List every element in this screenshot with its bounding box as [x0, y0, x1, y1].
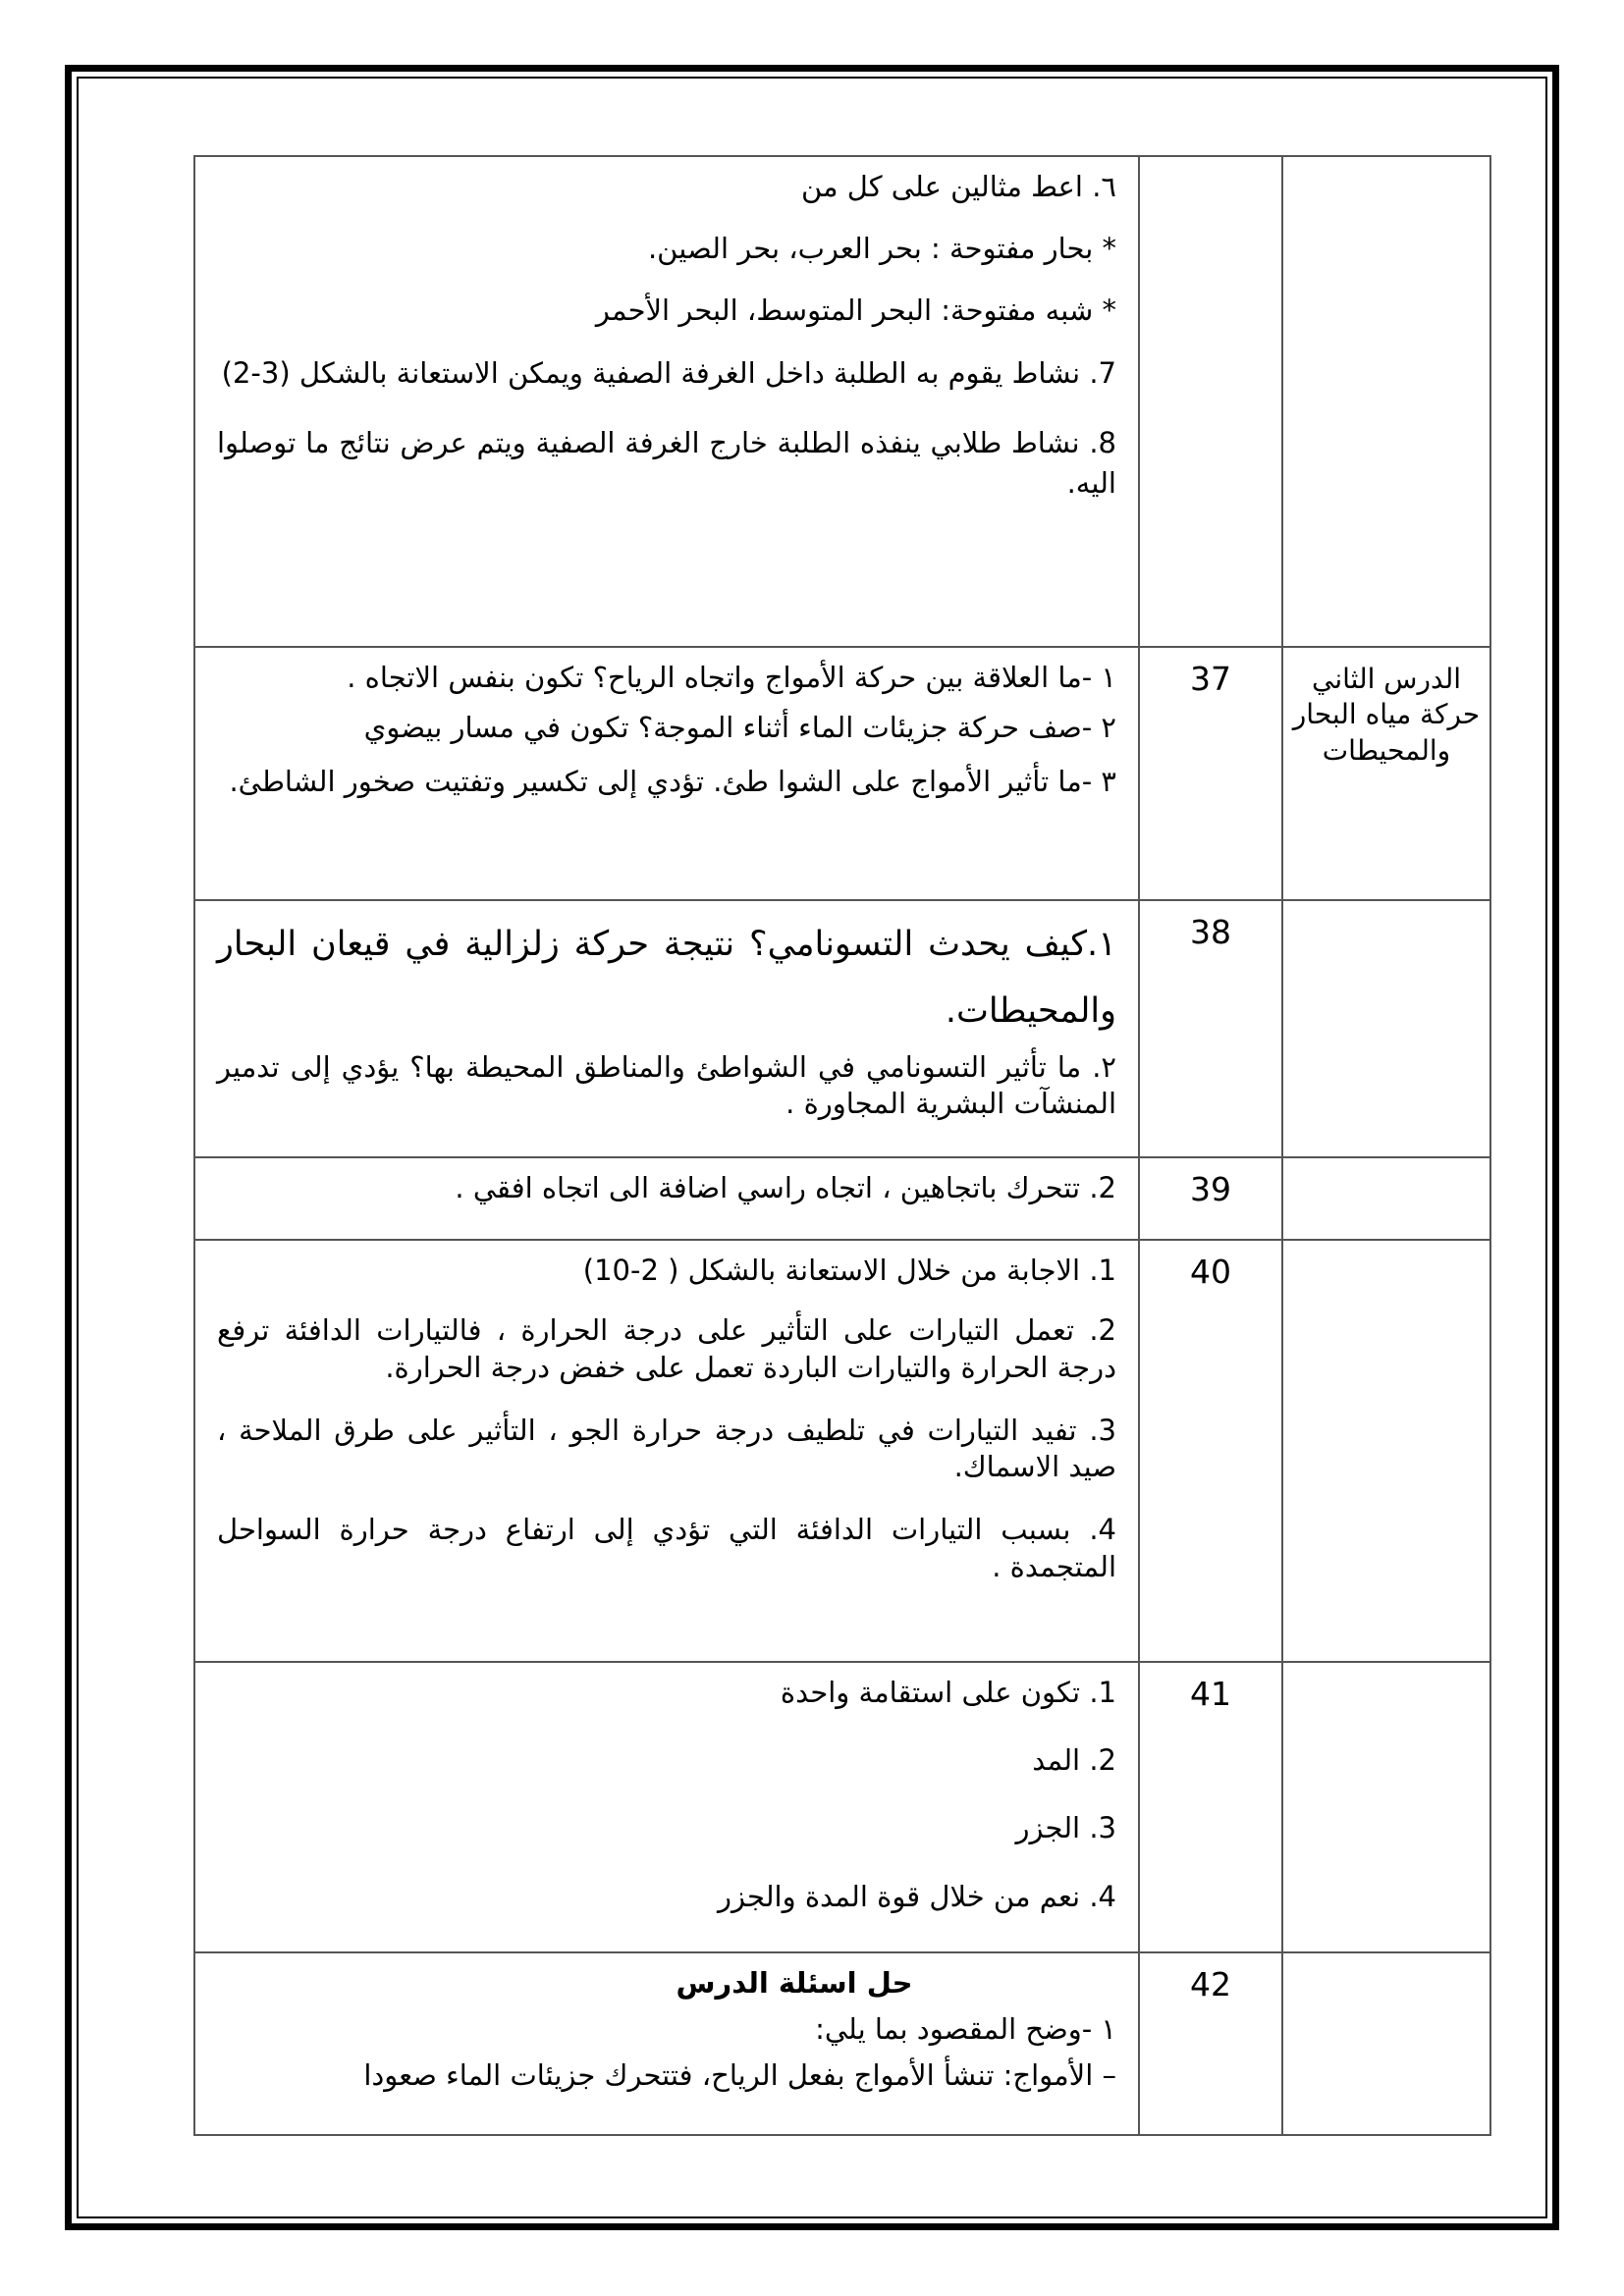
- page-number-cell: 39: [1139, 1157, 1282, 1240]
- lesson-cell: [1282, 1157, 1490, 1240]
- answers-table: [193, 155, 1491, 2136]
- answer-line: 4. بسبب التيارات الدافئة التي تؤدي إلى ارتفاع درجة حرارة السواحل المتجمدة .: [217, 1512, 1116, 1583]
- answer-line: 1. الاجابة من خلال الاستعانة بالشكل ( 2-10): [582, 1254, 1116, 1287]
- table-row: [194, 647, 1490, 900]
- page-number-cell: 40: [1139, 1240, 1282, 1662]
- answer-line: ١ -ما العلاقة بين حركة الأمواج واتجاه الرياح؟ تكون بنفس الاتجاه .: [347, 661, 1116, 694]
- lesson-cell: [1282, 900, 1490, 1157]
- table-row: [194, 156, 1490, 647]
- table-row: [194, 1662, 1490, 1952]
- table-row: [194, 1952, 1490, 2135]
- answer-cell: [194, 1662, 1139, 1952]
- answer-cell: [194, 156, 1139, 647]
- answer-line: 1. تكون على استقامة واحدة: [780, 1676, 1116, 1709]
- answer-line: ٢ -صف حركة جزيئات الماء أثناء الموجة؟ تكون في مسار بيضوي: [363, 711, 1116, 745]
- answer-line: * بحار مفتوحة : بحر العرب، بحر الصين.: [647, 232, 1116, 266]
- answer-line: 4. نعم من خلال قوة المدة والجزر: [718, 1879, 1116, 1913]
- page-number-cell: 38: [1139, 900, 1282, 1157]
- table-row: [194, 1240, 1490, 1662]
- answer-line: * شبه مفتوحة: البحر المتوسط، البحر الأحمر: [595, 294, 1116, 328]
- answer-cell: [194, 900, 1139, 1157]
- answer-cell: [194, 1157, 1139, 1240]
- page-number-cell: 42: [1139, 1952, 1282, 2135]
- page-number-cell: [1139, 156, 1282, 647]
- answer-line: ٣ -ما تأثير الأمواج على الشوا طئ. تؤدي إلى تكسير وتفتيت صخور الشاطئ.: [229, 765, 1116, 799]
- answer-line: 3. تفيد التيارات في تلطيف درجة حرارة الجو ، التأثير على طرق الملاحة ، صيد الاسماك.: [217, 1413, 1116, 1484]
- lesson-cell: [1282, 1240, 1490, 1662]
- table-row: [194, 1157, 1490, 1240]
- answer-line: ١.كيف يحدث التسونامي؟ نتيجة حركة زلزالية في قيعان البحار والمحيطات.: [217, 925, 1116, 1032]
- answer-line: 2. تعمل التيارات على التأثير على درجة الحرارة ، فالتيارات الدافئة ترفع درجة الحرارة والتيارات الباردة تعمل على خفض درجة الحرارة.: [217, 1313, 1116, 1384]
- lesson-title-cell: الدرس الثاني حركة مياه البحار والمحيطات: [1282, 647, 1490, 900]
- answer-line: 2. المد: [1032, 1743, 1116, 1778]
- answer-cell: [194, 647, 1139, 900]
- answer-line: – الأمواج: تنشأ الأمواج بفعل الرياح، فتتحرك جزيئات الماء صعودا: [363, 2058, 1116, 2093]
- answer-cell: [194, 1952, 1139, 2135]
- answer-line: 8. نشاط طلابي ينفذه الطلبة خارج الغرفة الصفية ويتم عرض نتائج ما توصلوا اليه.: [217, 425, 1116, 500]
- lesson-cell: [1282, 1662, 1490, 1952]
- section-heading: حل اسئلة الدرس: [676, 1966, 913, 2000]
- page-number-cell: 41: [1139, 1662, 1282, 1952]
- answer-line: ١ -وضح المقصود بما يلي:: [815, 2012, 1116, 2047]
- page-number-cell: 37: [1139, 647, 1282, 900]
- answer-line: 2. تتحرك باتجاهين ، اتجاه راسي اضافة الى اتجاه افقي .: [455, 1171, 1116, 1204]
- answer-cell: [194, 1240, 1139, 1662]
- table-row: [194, 900, 1490, 1157]
- answer-line: 3. الجزر: [1015, 1811, 1116, 1845]
- answer-line: ٦. اعط مثالين على كل من: [800, 170, 1116, 203]
- lesson-cell: [1282, 1952, 1490, 2135]
- lesson-cell: [1282, 156, 1490, 647]
- answer-line: ٢. ما تأثير التسونامي في الشواطئ والمناطق المحيطة بها؟ يؤدي إلى تدمير المنشآت البشرية المجاورة .: [217, 1049, 1116, 1121]
- answer-line: 7. نشاط يقوم به الطلبة داخل الغرفة الصفية ويمكن الاستعانة بالشكل (3-2): [221, 355, 1116, 390]
